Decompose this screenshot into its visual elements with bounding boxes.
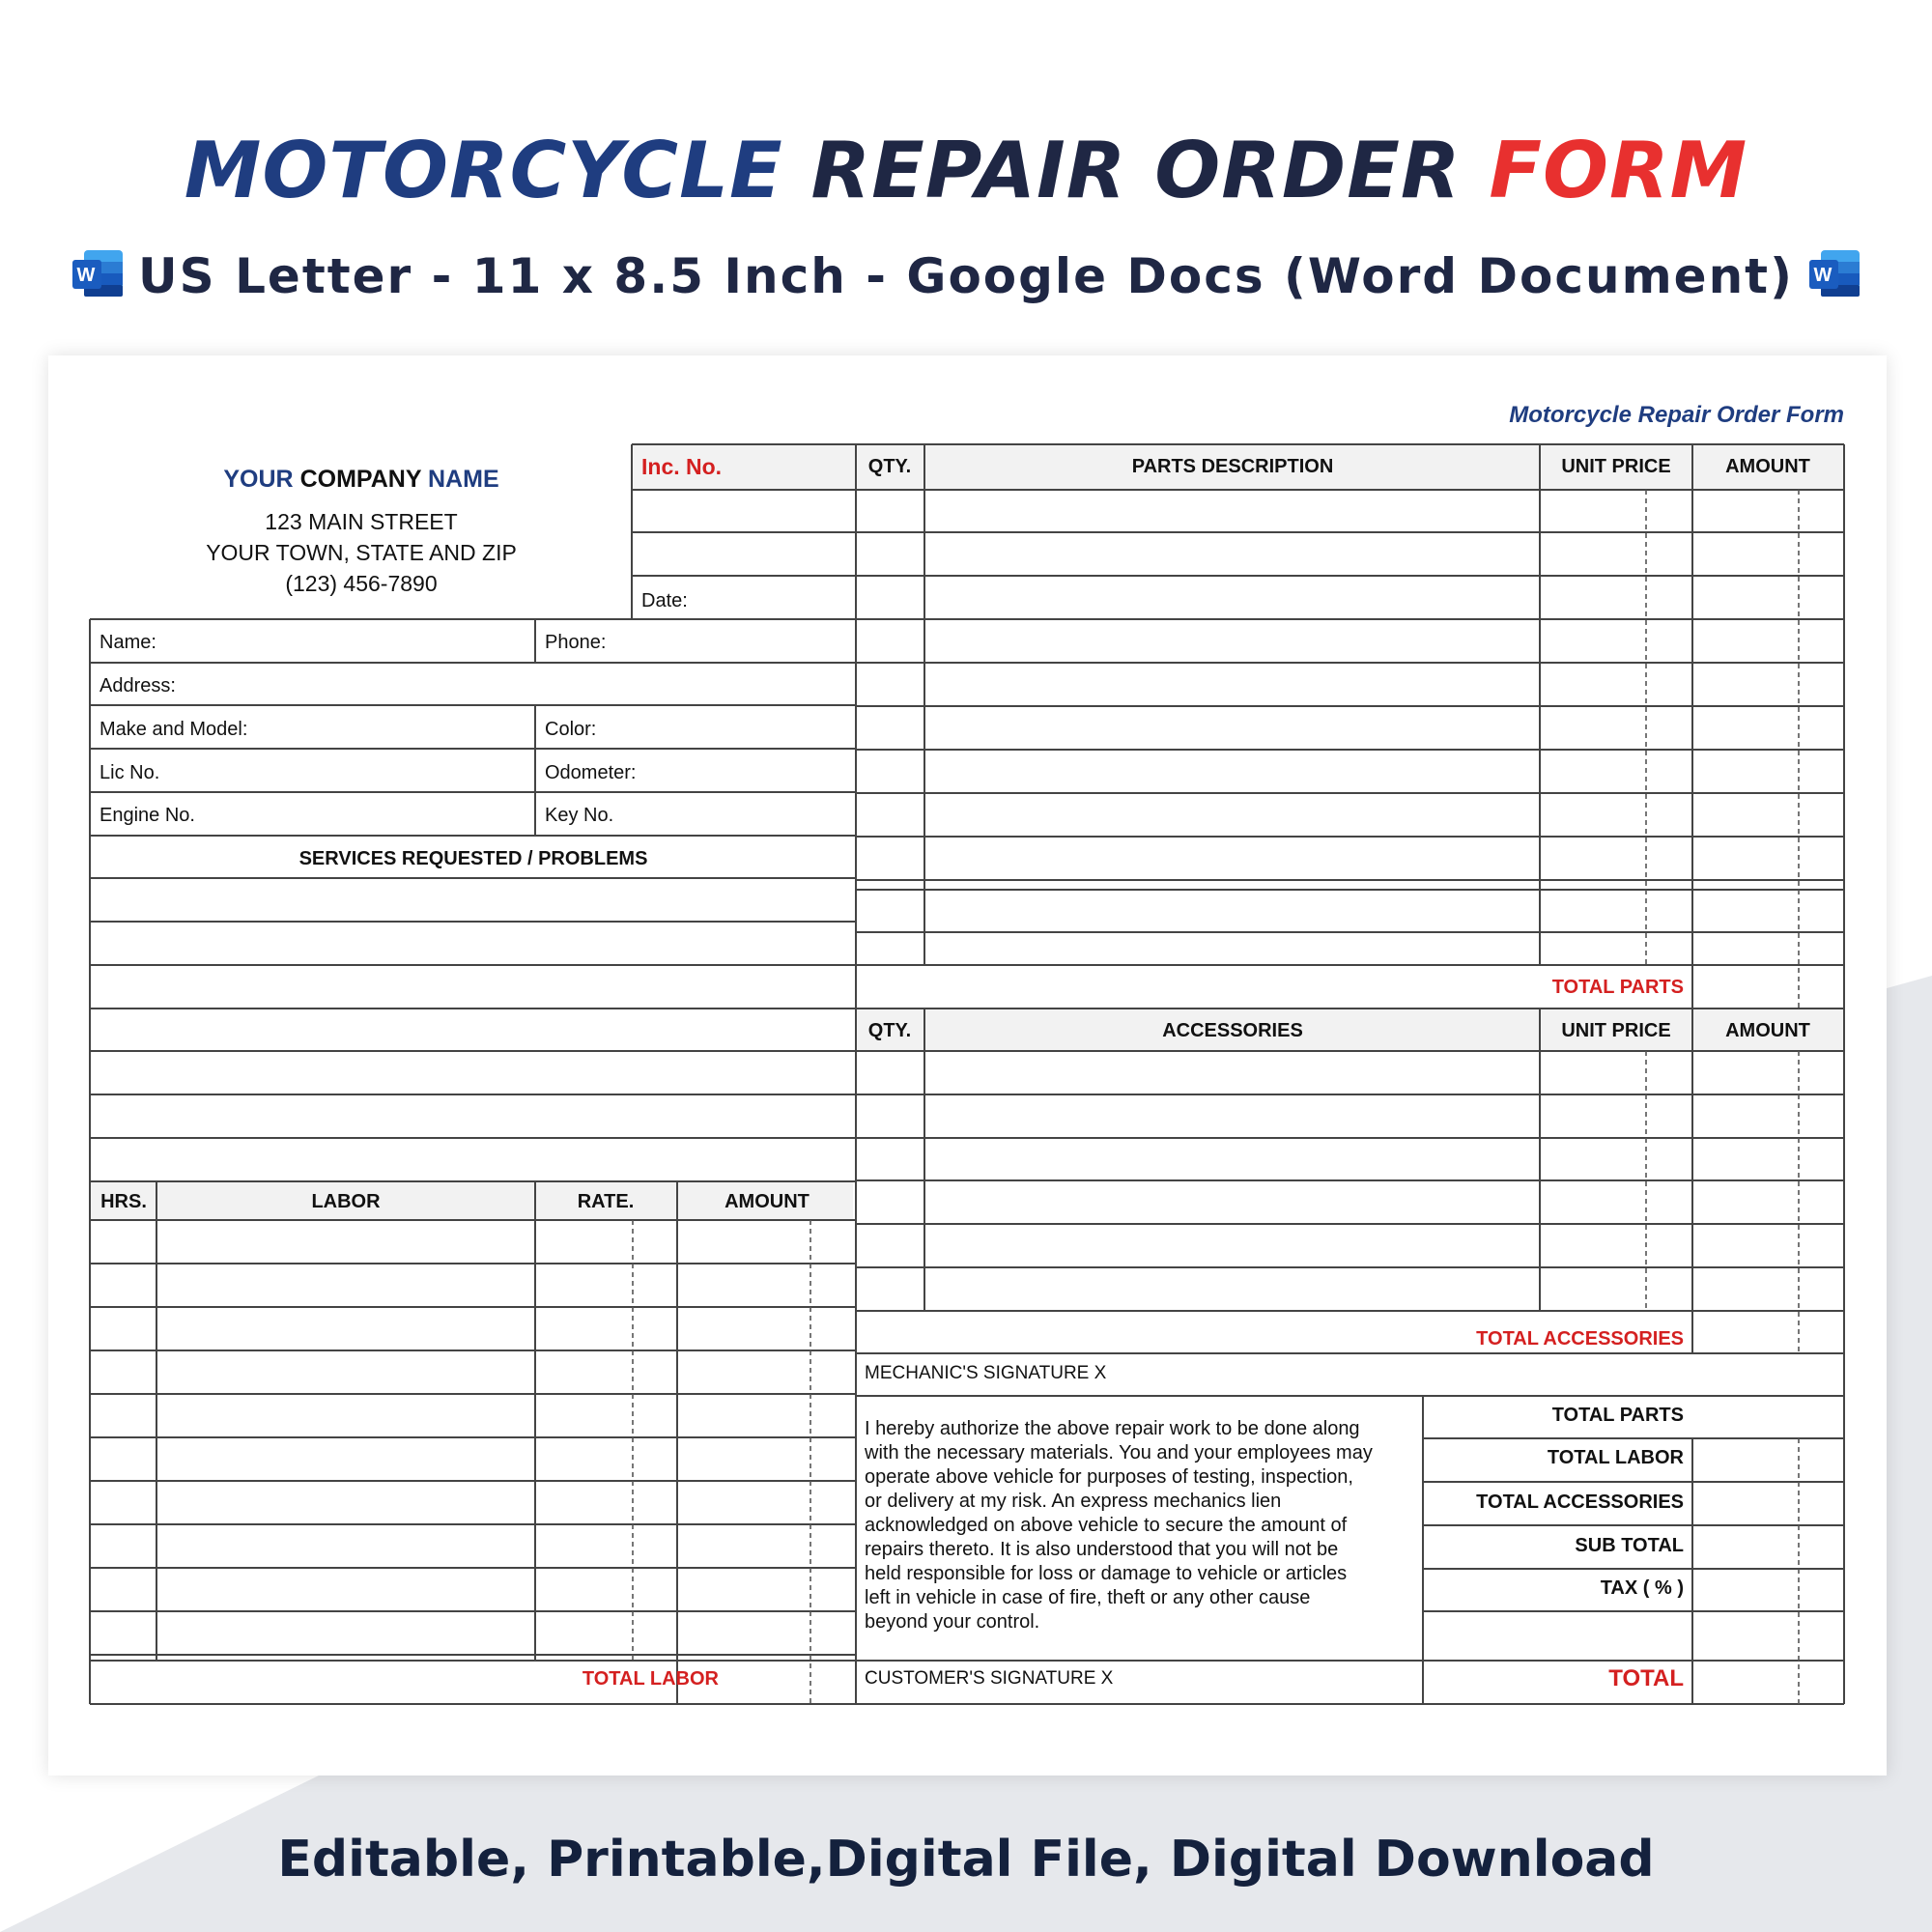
total-accessories-label: TOTAL ACCESSORIES [1476,1328,1684,1350]
authorization-line: with the necessary materials. You and your employees may [865,1442,1373,1463]
subtitle [0,246,1932,304]
customer-signature-label: CUSTOMER'S SIGNATURE X [865,1668,1114,1689]
company-phone: (123) 456-7890 [285,571,438,596]
parts-unit-price-header: UNIT PRICE [1561,456,1671,477]
company-street: 123 MAIN STREET [265,509,458,534]
authorization-line: operate above vehicle for purposes of testing, inspection, [865,1466,1353,1488]
accessories-qty-header: QTY. [867,1020,912,1041]
accessories-amount-header: AMOUNT [1725,1020,1810,1041]
inc-no-label: Inc. No. [641,454,723,479]
authorization-line: repairs thereto. It is also understood that you will not be [865,1539,1339,1560]
phone-label: Phone: [545,632,607,653]
summary-total-parts-label: TOTAL PARTS [1551,1405,1684,1426]
word-icon-letter: W [1813,265,1834,286]
services-heading: SERVICES REQUESTED / PROBLEMS [298,848,648,869]
footer-tagline: Editable, Printable,Digital File, Digital Download [277,1831,1655,1889]
word-icon-letter: W [76,265,98,286]
form-paper [48,355,1887,1776]
odometer-label: Odometer: [545,762,637,783]
accessories-unit-price-header: UNIT PRICE [1561,1020,1671,1041]
authorization-line: I hereby authorize the above repair work to be done along [865,1418,1360,1439]
parts-description-header: PARTS DESCRIPTION [1131,456,1334,477]
mechanic-signature-label: MECHANIC'S SIGNATURE X [865,1363,1107,1383]
labor-rate-header: RATE. [577,1191,635,1212]
name-label: Name: [99,632,156,653]
word-document-icon [71,246,125,300]
summary-total-accessories-label: TOTAL ACCESSORIES [1476,1492,1684,1513]
subtitle-text: US Letter - 11 x 8.5 Inch - Google Docs (Word Document) [138,248,1794,304]
engine-no-label: Engine No. [99,805,195,826]
lic-no-label: Lic No. [99,762,160,783]
parts-qty-header: QTY. [867,456,912,477]
date-label: Date: [641,590,688,611]
authorization-line: beyond your control. [865,1611,1040,1633]
accessories-header: ACCESSORIES [1162,1020,1303,1041]
total-labor-label: TOTAL LABOR [582,1668,719,1690]
title-word-motorcycle: MOTORCYCLE [184,126,783,215]
authorization-line: held responsible for loss or damage to vehicle or articles [865,1563,1348,1584]
make-model-label: Make and Model: [99,719,248,740]
labor-hrs-header: HRS. [100,1191,147,1212]
color-label: Color: [545,719,597,740]
title-word-form: FORM [1489,126,1748,215]
authorization-line: or delivery at my risk. An express mechanics lien [865,1491,1282,1512]
word-document-icon [1807,246,1861,300]
labor-amount-header: AMOUNT [724,1191,810,1212]
key-no-label: Key No. [545,805,614,826]
title-word-repair-order: REPAIR ORDER [810,126,1462,215]
main-title [0,126,1932,215]
authorization-line: acknowledged on above vehicle to secure the amount of [865,1515,1348,1536]
summary-total-labor-label: TOTAL LABOR [1547,1447,1684,1468]
total-parts-label: TOTAL PARTS [1551,977,1684,998]
parts-amount-header: AMOUNT [1725,456,1810,477]
doc-title: Motorcycle Repair Order Form [1509,402,1844,428]
labor-header: LABOR [311,1191,381,1212]
company-name: YOUR COMPANY NAME [223,466,499,493]
summary-total-label: TOTAL [1608,1665,1684,1691]
company-town: YOUR TOWN, STATE AND ZIP [206,540,517,565]
summary-tax-label: TAX ( % ) [1600,1577,1684,1599]
address-label: Address: [99,675,176,696]
summary-sub-total-label: SUB TOTAL [1575,1535,1684,1556]
authorization-line: left in vehicle in case of fire, theft or any other cause [865,1587,1311,1608]
